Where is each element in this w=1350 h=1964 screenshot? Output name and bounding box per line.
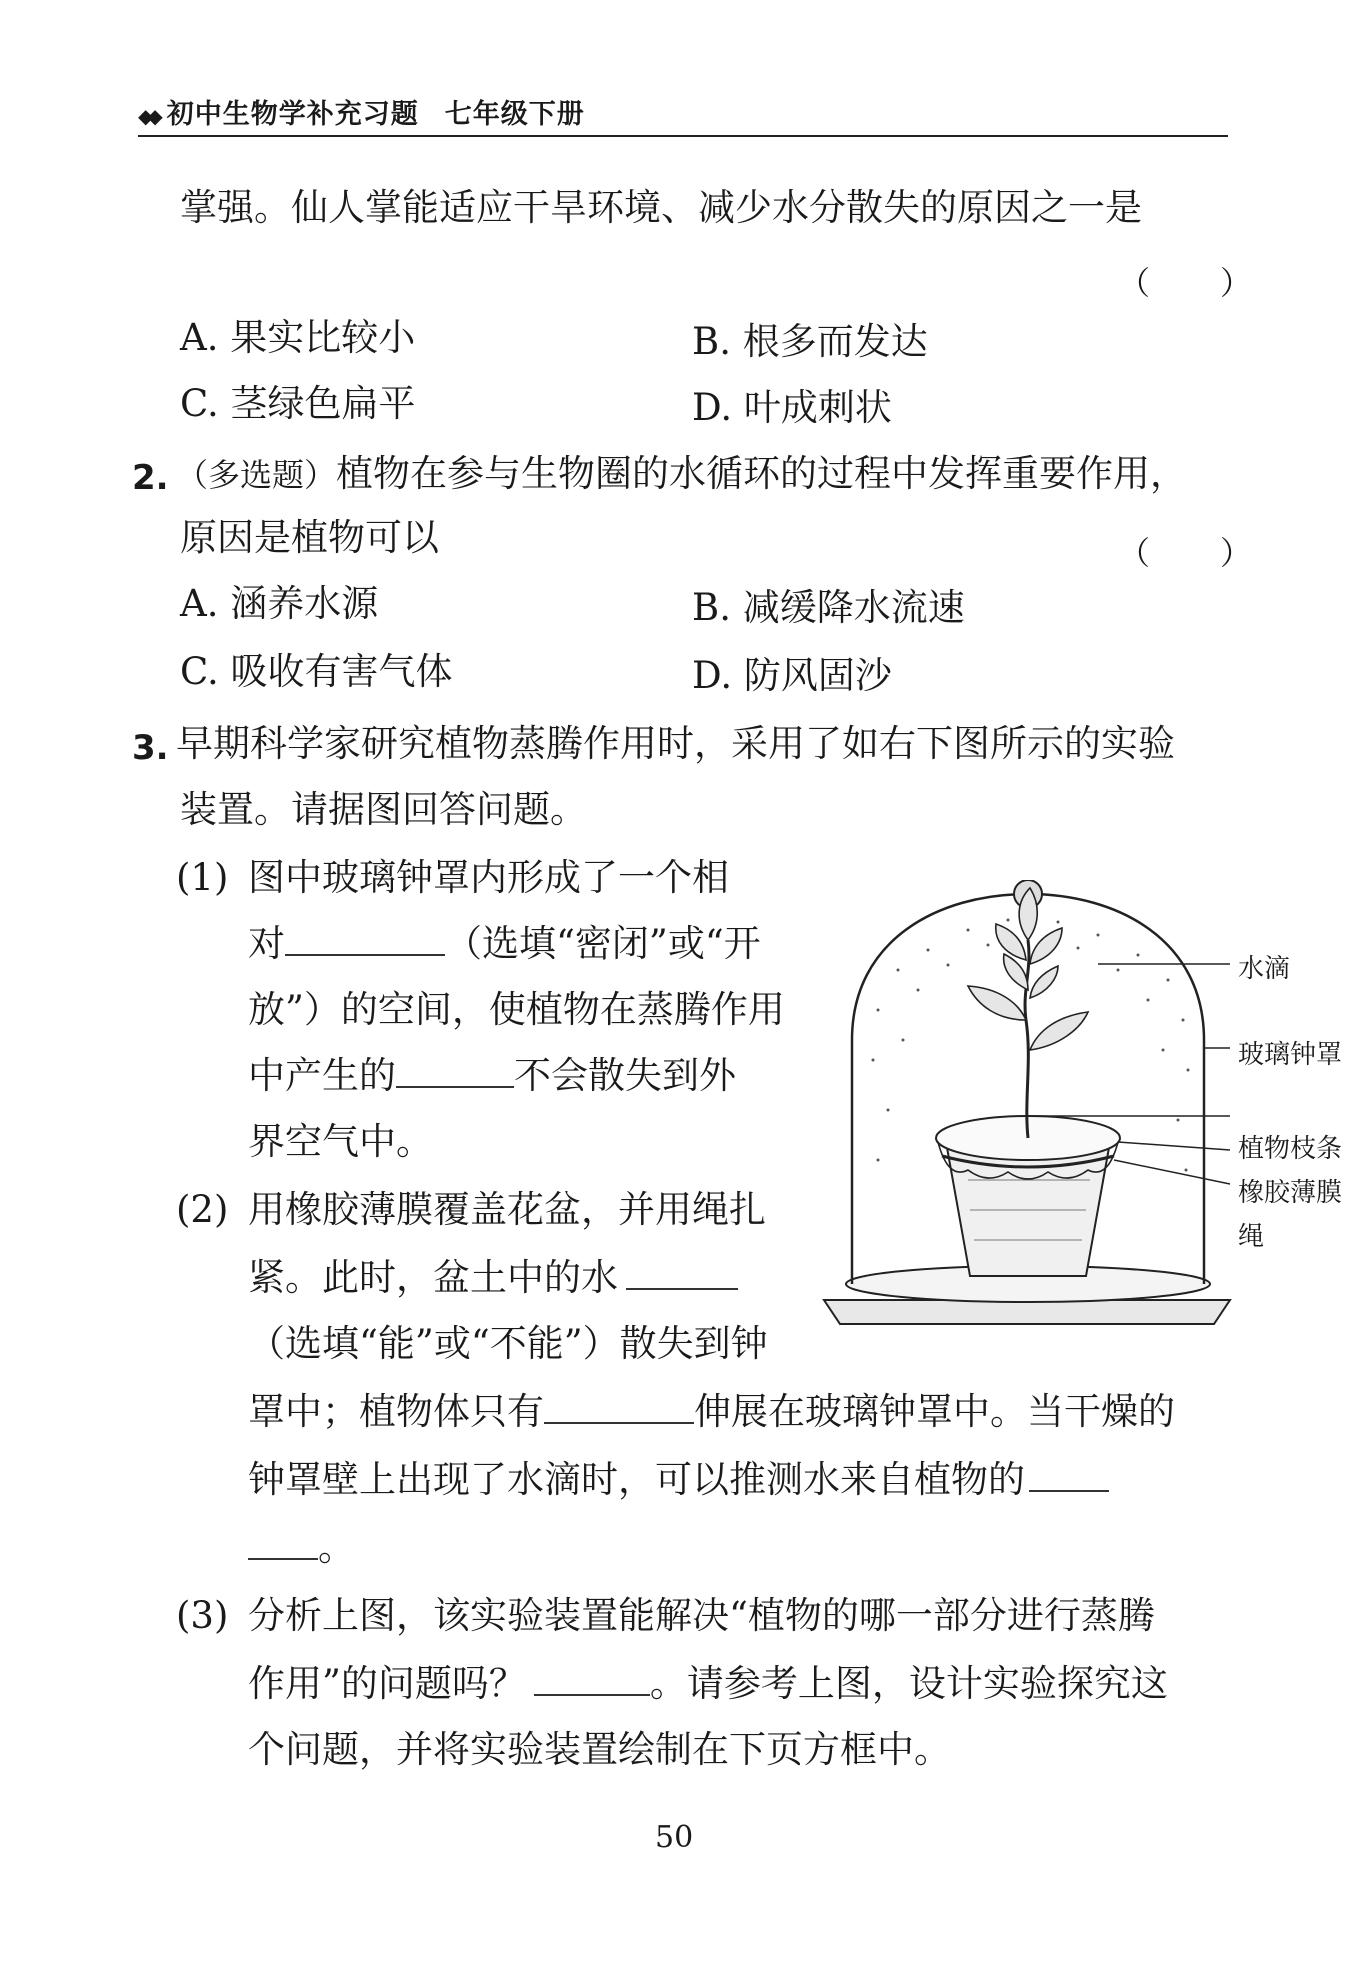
q3-part1-index: (1) [176, 856, 229, 899]
q2-option-a: A. 涵养水源 [180, 582, 379, 625]
answer-blank[interactable] [396, 1056, 514, 1088]
book-title: 初中生物学补充习题 [166, 99, 419, 130]
answer-blank[interactable] [534, 1664, 650, 1696]
plant-stem [1025, 940, 1029, 1138]
q3-stem-line2: 装置。请据图回答问题。 [180, 788, 587, 831]
answer-blank-continued[interactable] [248, 1528, 318, 1560]
diamond-icon: ◆◆ [138, 104, 157, 128]
label-rope: 绳 [1238, 1222, 1265, 1252]
q3-part3-line1: 分析上图，该实验装置能解决“植物的哪一部分进行蒸腾 [248, 1594, 1155, 1637]
q1-option-c: C. 茎绿色扁平 [180, 382, 416, 425]
q2-option-c: C. 吸收有害气体 [180, 650, 453, 693]
q3-part2-line2: 紧。此时，盆土中的水 [248, 1258, 738, 1299]
q3-part2-line4: 罩中；植物体只有 伸展在玻璃钟罩中。当干燥的 [248, 1390, 1175, 1433]
q1-option-d: D. 叶成刺状 [692, 386, 892, 429]
bell-jar-figure [818, 880, 1238, 1340]
q2-answer-paren: （ ） [1118, 534, 1255, 572]
label-water-drop: 水滴 [1238, 954, 1291, 984]
q1-option-b: B. 根多而发达 [692, 320, 928, 363]
q2-option-d: D. 防风固沙 [692, 654, 892, 697]
q1-answer-paren: （ ） [1118, 264, 1255, 302]
q3-part2-line5: 钟罩壁上出现了水滴时，可以推测水来自植物的 [248, 1460, 1109, 1501]
q3-part1-line1: 图中玻璃钟罩内形成了一个相 [248, 856, 729, 899]
q2-stem-line1: （多选题）植物在参与生物圈的水循环的过程中发挥重要作用， [176, 452, 1188, 495]
label-glass-bell-jar: 玻璃钟罩 [1238, 1040, 1343, 1070]
q3-part1-line2: 对 （选填“密闭”或“开 [248, 922, 761, 965]
page-number: 50 [655, 1820, 694, 1855]
q3-stem-line1: 早期科学家研究植物蒸腾作用时，采用了如右下图所示的实验 [176, 722, 1175, 765]
running-header [138, 92, 585, 131]
q3-part3-line3: 个问题，并将实验装置绘制在下页方框中。 [248, 1728, 951, 1771]
q3-part3-index: (3) [176, 1594, 229, 1637]
label-plant-branch: 植物枝条 [1238, 1134, 1343, 1164]
answer-blank[interactable] [1029, 1460, 1109, 1492]
q3-part1-line5: 界空气中。 [248, 1120, 433, 1163]
q1-option-a: A. 果实比较小 [180, 316, 416, 359]
q2-option-b: B. 减缓降水流速 [692, 586, 965, 629]
q2-stem-line2: 原因是植物可以 [180, 516, 439, 559]
q3-part2-index: (2) [176, 1188, 229, 1231]
answer-blank[interactable] [285, 924, 445, 956]
wooden-base [824, 1300, 1230, 1324]
q2-number: 2. [132, 458, 169, 498]
answer-blank[interactable] [626, 1258, 738, 1290]
q3-part3-line2: 作用”的问题吗？ 。请参考上图，设计实验探究这 [248, 1662, 1168, 1705]
q3-number: 3. [132, 728, 169, 768]
answer-blank[interactable] [544, 1392, 694, 1424]
label-rubber-film: 橡胶薄膜 [1238, 1178, 1343, 1208]
q3-part2-line6: 。 [248, 1528, 355, 1569]
q2-tag: （多选题） [176, 456, 337, 494]
header-rule [138, 135, 1228, 137]
q3-part2-line1: 用橡胶薄膜覆盖花盆，并用绳扎 [248, 1188, 766, 1231]
q3-part1-line3: 放”）的空间，使植物在蒸腾作用 [248, 988, 785, 1031]
grade-label: 七年级下册 [444, 99, 585, 130]
q3-part1-line4: 中产生的 不会散失到外 [248, 1054, 736, 1097]
q1-stem-continued: 掌强。仙人掌能适应干旱环境、减少水分散失的原因之一是 [180, 186, 1142, 229]
q3-part2-line3: （选填“能”或“不能”）散失到钟 [248, 1322, 768, 1365]
